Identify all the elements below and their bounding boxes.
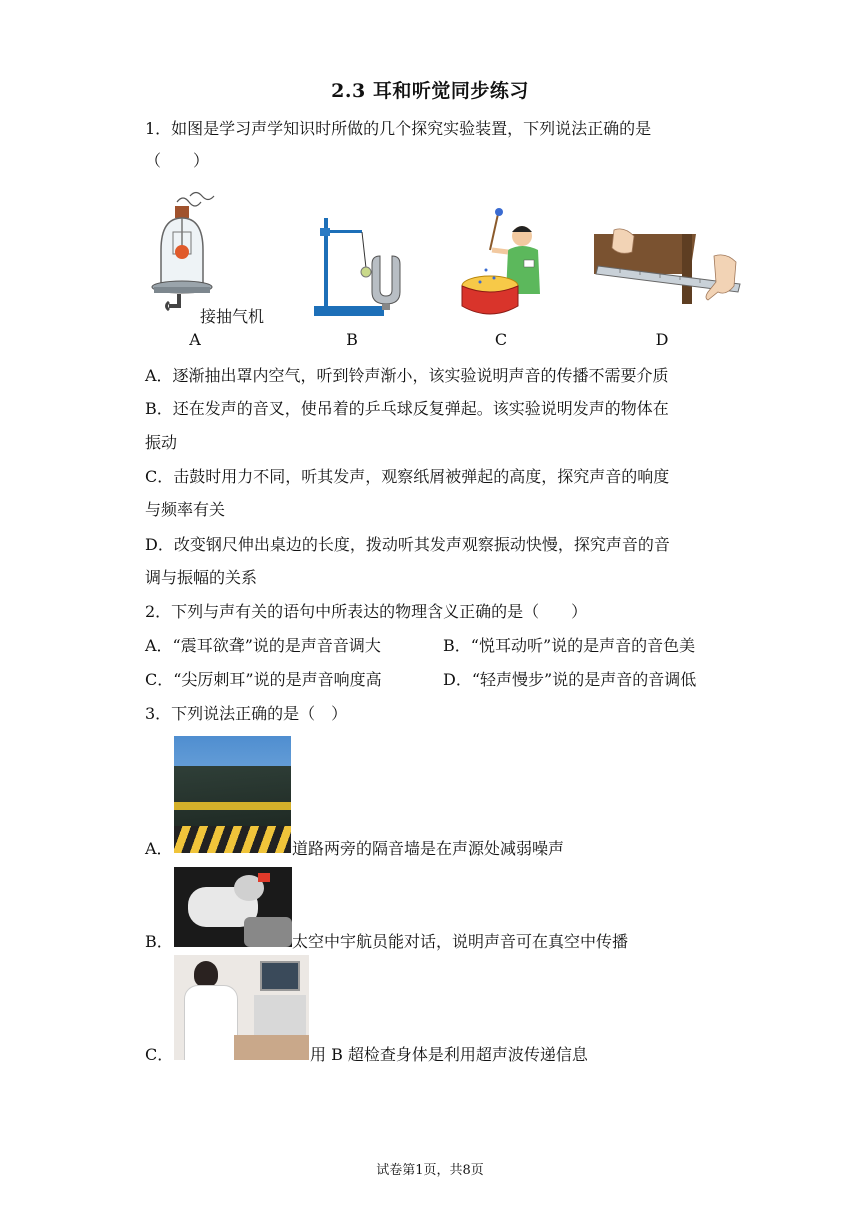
q3-option-a-text: 道路两旁的隔音墙是在声源处减弱噪声 (292, 839, 565, 858)
q3-option-b-text: 太空中宇航员能对话，说明声音可在真空中传播 (292, 932, 629, 951)
q1-option-d-line2: 调与振幅的关系 (145, 568, 258, 587)
drum-figure (460, 206, 555, 324)
q1-option-a: A．逐渐抽出罩内空气，听到铃声渐小，该实验说明声音的传播不需要介质 (145, 366, 669, 385)
page-title: 2.3 耳和听觉同步练习 (331, 80, 529, 102)
q1-option-b-line1: B．还在发声的音叉，使吊着的乒乓球反复弹起。该实验说明发声的物体在 (145, 399, 669, 418)
q2-option-d: D．“轻声慢步”说的是声音的音调低 (443, 670, 697, 689)
ultrasound-photo (174, 955, 309, 1060)
figure-label-b: B (346, 330, 358, 349)
q3-option-c-prefix: C． (145, 1045, 174, 1064)
pump-caption: 接抽气机 (200, 307, 265, 326)
figure-label-c: C (494, 330, 508, 349)
q3-option-c-text: 用 B 超检查身体是利用超声波传递信息 (310, 1045, 588, 1064)
q3-option-b-prefix: B． (145, 932, 173, 951)
q1-stem: 1．如图是学习声学知识时所做的几个探究实验装置，下列说法正确的是 (145, 119, 652, 138)
page-footer: 试卷第1页，共8页 (376, 1163, 484, 1178)
figure-label-a: A (189, 330, 201, 349)
q2-option-c: C．“尖厉刺耳”说的是声音响度高 (145, 670, 382, 689)
ruler-figure (590, 226, 746, 322)
noise-barrier-photo (174, 736, 291, 853)
q2-option-a: A．“震耳欲聋”说的是声音音调大 (145, 636, 381, 655)
q1-option-c-line2: 与频率有关 (145, 500, 226, 519)
q3-option-a-prefix: A． (145, 839, 173, 858)
tuning-fork-figure (308, 210, 418, 322)
q1-option-c-line1: C．击鼓时用力不同，听其发声，观察纸屑被弹起的高度，探究声音的响度 (145, 467, 670, 486)
q2-stem: 2．下列与声有关的语句中所表达的物理含义正确的是（ ） (145, 602, 588, 621)
q2-option-b: B．“悦耳动听”说的是声音的音色美 (443, 636, 696, 655)
figure-label-d: D (655, 330, 669, 349)
q3-stem: 3．下列说法正确的是（ ） (145, 704, 348, 723)
q1-option-b-line2: 振动 (145, 433, 178, 452)
q1-bracket: （ ） (145, 151, 210, 170)
q1-option-d-line1: D．改变钢尺伸出桌边的长度，拨动听其发声观察振动快慢，探究声音的音 (145, 535, 670, 554)
astronaut-photo (174, 867, 292, 947)
